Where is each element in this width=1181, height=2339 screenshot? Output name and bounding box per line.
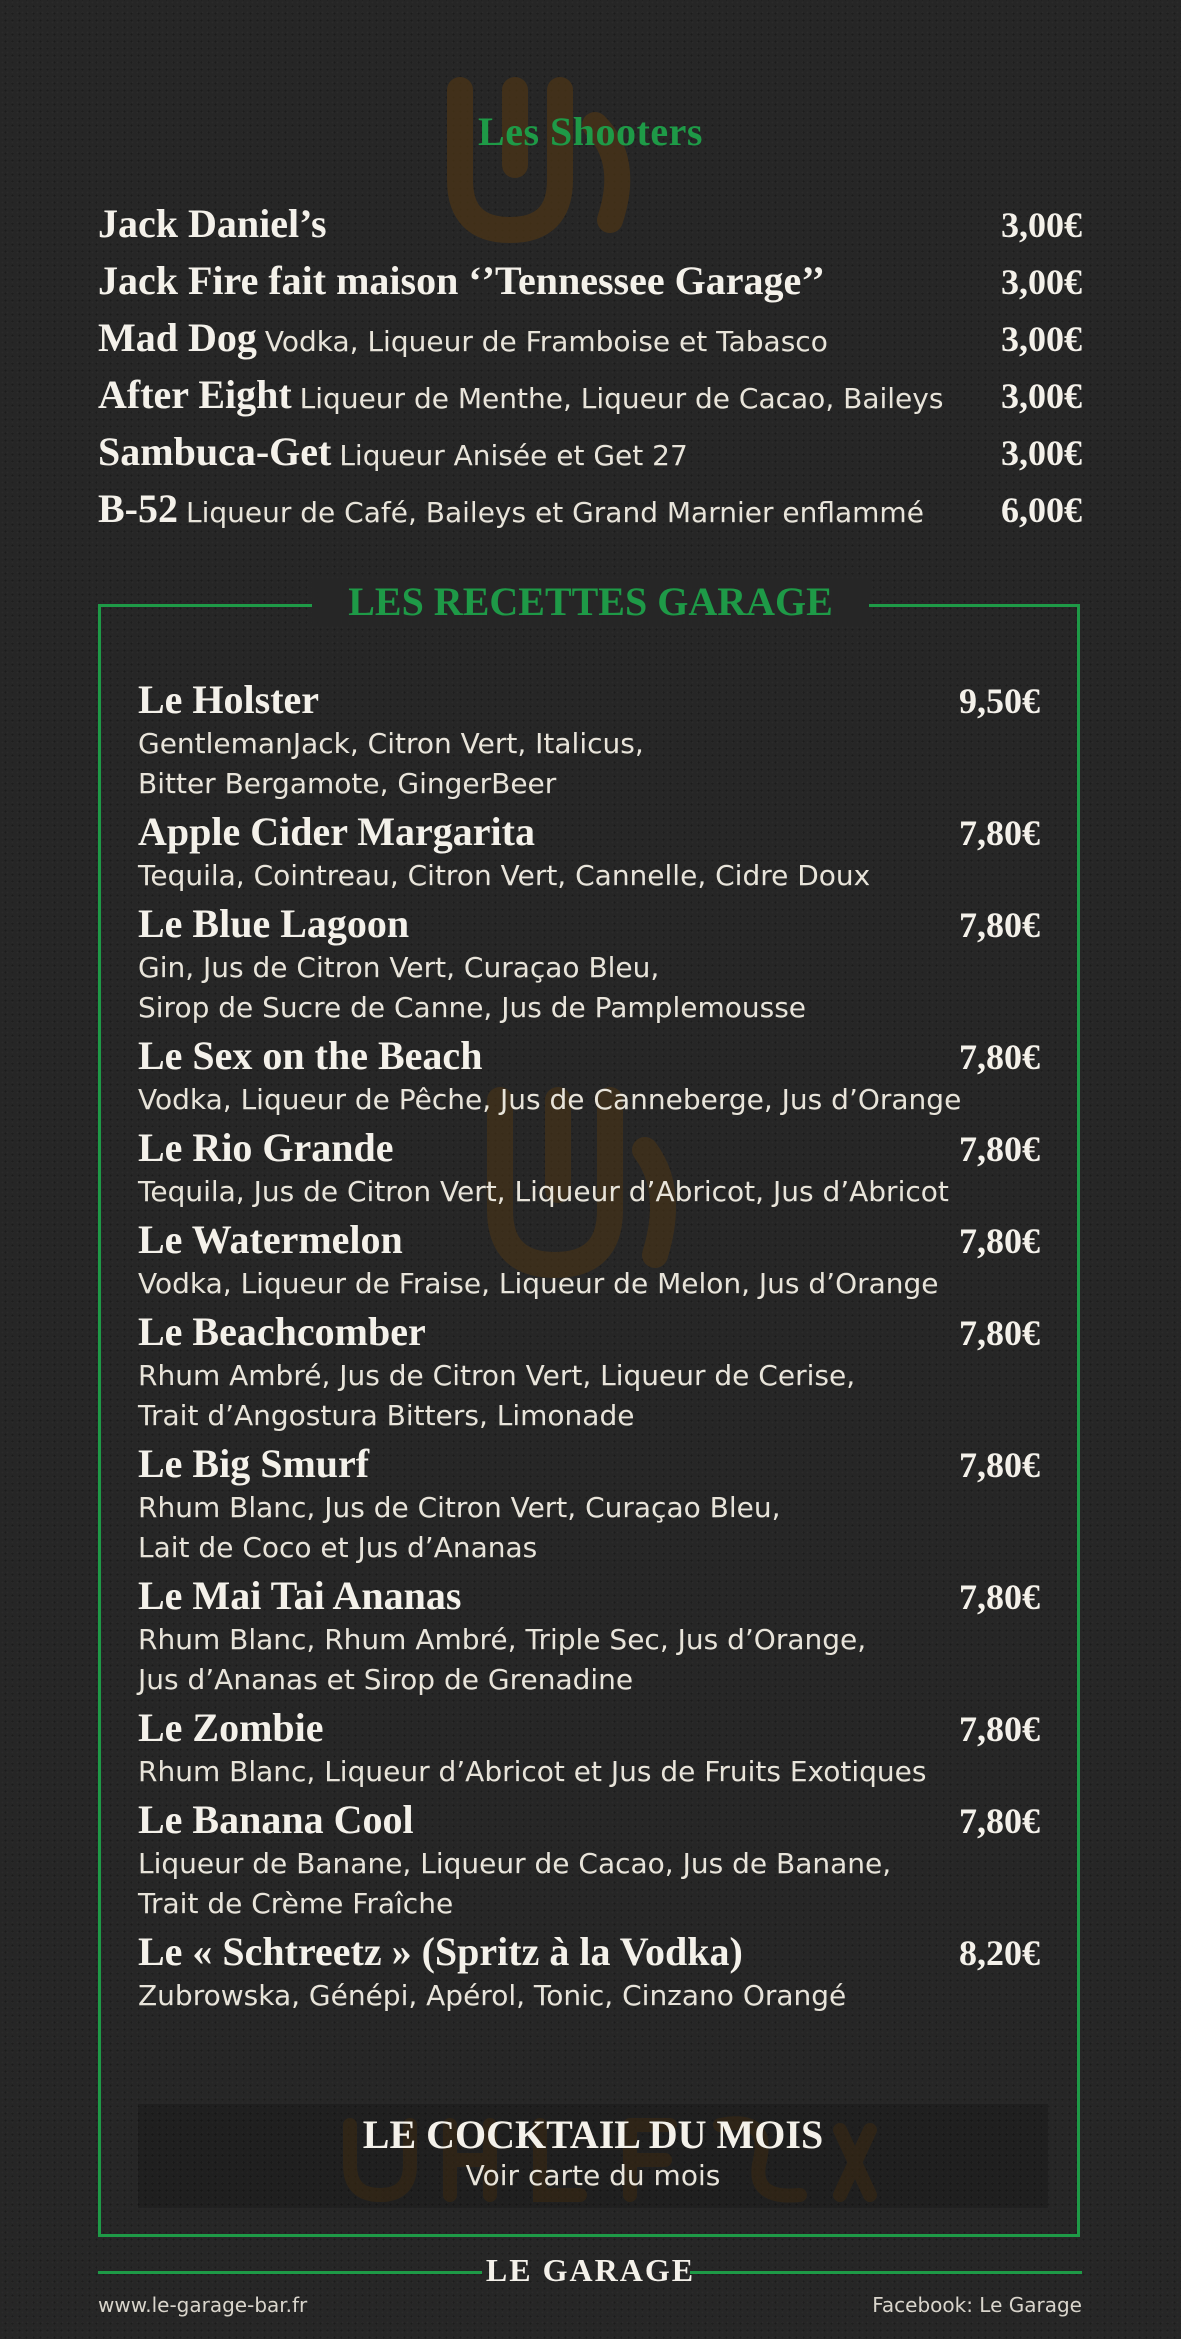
recipe-ingredients: Sirop de Sucre de Canne, Jus de Pamplemousse xyxy=(138,991,807,1024)
recipe-ingredients: Vodka, Liqueur de Pêche, Jus de Canneberge, Jus d’Orange xyxy=(138,1083,962,1116)
recipe-header xyxy=(138,808,1040,856)
recipe-ingredients: Rhum Blanc, Jus de Citron Vert, Curaçao Bleu, xyxy=(138,1491,781,1524)
shooter-left xyxy=(98,428,688,475)
shooter-left xyxy=(98,485,924,532)
recipe-ingredients: Trait d’Angostura Bitters, Limonade xyxy=(138,1399,635,1432)
recipe-header xyxy=(138,1796,1040,1844)
recipe-price: 7,80€ xyxy=(959,1709,1040,1749)
recipe-header xyxy=(138,1216,1040,1264)
recipe-header xyxy=(138,1928,1040,1976)
recipe-header xyxy=(138,900,1040,948)
shooter-name: Jack Fire fait maison ‘’Tennessee Garage’’ xyxy=(98,258,825,303)
recipes-list xyxy=(138,676,1040,2020)
recipe-ingredients: Vodka, Liqueur de Fraise, Liqueur de Melon, Jus d’Orange xyxy=(138,1267,939,1300)
shooter-name: Sambuca-Get xyxy=(98,429,332,474)
shooter-description: Vodka, Liqueur de Framboise et Tabasco xyxy=(264,325,828,358)
shooter-item xyxy=(98,200,1082,257)
shooter-left xyxy=(98,371,943,418)
recipe-item xyxy=(138,1124,1040,1212)
recipes-title-wrap xyxy=(0,578,1181,625)
recipe-header xyxy=(138,1308,1040,1356)
recipe-ingredients: Tequila, Cointreau, Citron Vert, Cannelle, Cidre Doux xyxy=(138,859,871,892)
recipe-price: 7,80€ xyxy=(959,1577,1040,1617)
recipe-ingredients: Gin, Jus de Citron Vert, Curaçao Bleu, xyxy=(138,951,660,984)
recipe-price: 7,80€ xyxy=(959,1801,1040,1841)
recipe-price: 7,80€ xyxy=(959,1129,1040,1169)
recipe-price: 7,80€ xyxy=(959,905,1040,945)
shooters-title: Les Shooters xyxy=(478,109,703,154)
recipe-name: Le Holster xyxy=(138,677,320,722)
recipe-price: 7,80€ xyxy=(959,1445,1040,1485)
cocktail-of-month xyxy=(138,2104,1048,2208)
shooter-left xyxy=(98,314,828,361)
shooter-description: Liqueur Anisée et Get 27 xyxy=(339,439,688,472)
recipe-name: Le Beachcomber xyxy=(138,1309,426,1354)
recipe-ingredients: Tequila, Jus de Citron Vert, Liqueur d’Abricot, Jus d’Abricot xyxy=(138,1175,949,1208)
shooter-name: Mad Dog xyxy=(98,315,257,360)
shooter-price: 3,00€ xyxy=(1001,433,1082,473)
recipe-name: Le Zombie xyxy=(138,1705,324,1750)
recipe-item xyxy=(138,1928,1040,2016)
shooter-description: Liqueur de Café, Baileys et Grand Marnier enflammé xyxy=(186,496,924,529)
recipe-ingredients: Rhum Blanc, Rhum Ambré, Triple Sec, Jus d’Orange, xyxy=(138,1623,867,1656)
shooter-left xyxy=(98,257,833,304)
recipe-header xyxy=(138,1032,1040,1080)
recipe-ingredients: Rhum Ambré, Jus de Citron Vert, Liqueur de Cerise, xyxy=(138,1359,856,1392)
shooter-name: B-52 xyxy=(98,486,178,531)
recipe-ingredients: Rhum Blanc, Liqueur d’Abricot et Jus de Fruits Exotiques xyxy=(138,1755,927,1788)
recipe-ingredients: Jus d’Ananas et Sirop de Grenadine xyxy=(138,1663,634,1696)
shooter-item xyxy=(98,485,1082,542)
recipe-header xyxy=(138,1124,1040,1172)
footer-website-link[interactable]: www.le-garage-bar.fr xyxy=(98,2293,308,2317)
recipe-item xyxy=(138,900,1040,1028)
recipe-price: 9,50€ xyxy=(959,681,1040,721)
recipe-item xyxy=(138,1440,1040,1568)
footer-facebook-link[interactable]: Facebook: Le Garage xyxy=(872,2293,1082,2317)
recipes-title: LES RECETTES GARAGE xyxy=(312,579,869,624)
recipe-name: Le Banana Cool xyxy=(138,1797,414,1842)
recipe-item xyxy=(138,1704,1040,1792)
recipe-price: 7,80€ xyxy=(959,1221,1040,1261)
shooters-list xyxy=(98,200,1082,542)
cocktail-of-month-subtitle: Voir carte du mois xyxy=(465,2159,721,2192)
recipe-header xyxy=(138,1572,1040,1620)
recipe-item xyxy=(138,1796,1040,1924)
recipe-header xyxy=(138,1704,1040,1752)
shooter-left xyxy=(98,200,335,247)
recipe-name: Le Watermelon xyxy=(138,1217,403,1262)
recipe-ingredients: Zubrowska, Génépi, Apérol, Tonic, Cinzano Orangé xyxy=(138,1979,847,2012)
cocktail-of-month-title: LE COCKTAIL DU MOIS xyxy=(362,2112,824,2157)
recipe-item xyxy=(138,1032,1040,1120)
shooter-item xyxy=(98,428,1082,485)
shooter-price: 3,00€ xyxy=(1001,205,1082,245)
shooter-price: 3,00€ xyxy=(1001,376,1082,416)
recipe-item xyxy=(138,1308,1040,1436)
recipe-price: 7,80€ xyxy=(959,1313,1040,1353)
recipe-name: Le Big Smurf xyxy=(138,1441,370,1486)
recipe-ingredients: Bitter Bergamote, GingerBeer xyxy=(138,767,557,800)
shooter-item xyxy=(98,314,1082,371)
shooter-item xyxy=(98,371,1082,428)
recipe-name: Le Rio Grande xyxy=(138,1125,394,1170)
recipe-header xyxy=(138,676,1040,724)
shooter-name: After Eight xyxy=(98,372,292,417)
recipe-name: Le « Schtreetz » (Spritz à la Vodka) xyxy=(138,1929,743,1974)
footer-brand: LE GARAGE xyxy=(485,2252,696,2288)
recipe-item xyxy=(138,676,1040,804)
recipe-price: 7,80€ xyxy=(959,1037,1040,1077)
recipe-name: Le Sex on the Beach xyxy=(138,1033,483,1078)
recipe-name: Apple Cider Margarita xyxy=(138,809,535,854)
recipe-name: Le Mai Tai Ananas xyxy=(138,1573,462,1618)
recipe-ingredients: Liqueur de Banane, Liqueur de Cacao, Jus de Banane, xyxy=(138,1847,892,1880)
recipe-item xyxy=(138,1216,1040,1304)
shooter-name: Jack Daniel’s xyxy=(98,201,327,246)
recipe-price: 8,20€ xyxy=(959,1933,1040,1973)
recipe-item xyxy=(138,1572,1040,1700)
recipe-name: Le Blue Lagoon xyxy=(138,901,410,946)
shooter-price: 6,00€ xyxy=(1001,490,1082,530)
shooter-price: 3,00€ xyxy=(1001,319,1082,359)
shooter-price: 3,00€ xyxy=(1001,262,1082,302)
shooter-item xyxy=(98,257,1082,314)
recipe-ingredients: GentlemanJack, Citron Vert, Italicus, xyxy=(138,727,644,760)
recipe-ingredients: Lait de Coco et Jus d’Ananas xyxy=(138,1531,538,1564)
shooter-description: Liqueur de Menthe, Liqueur de Cacao, Baileys xyxy=(299,382,944,415)
recipe-item xyxy=(138,808,1040,896)
recipe-price: 7,80€ xyxy=(959,813,1040,853)
recipe-header xyxy=(138,1440,1040,1488)
recipe-ingredients: Trait de Crème Fraîche xyxy=(138,1887,454,1920)
